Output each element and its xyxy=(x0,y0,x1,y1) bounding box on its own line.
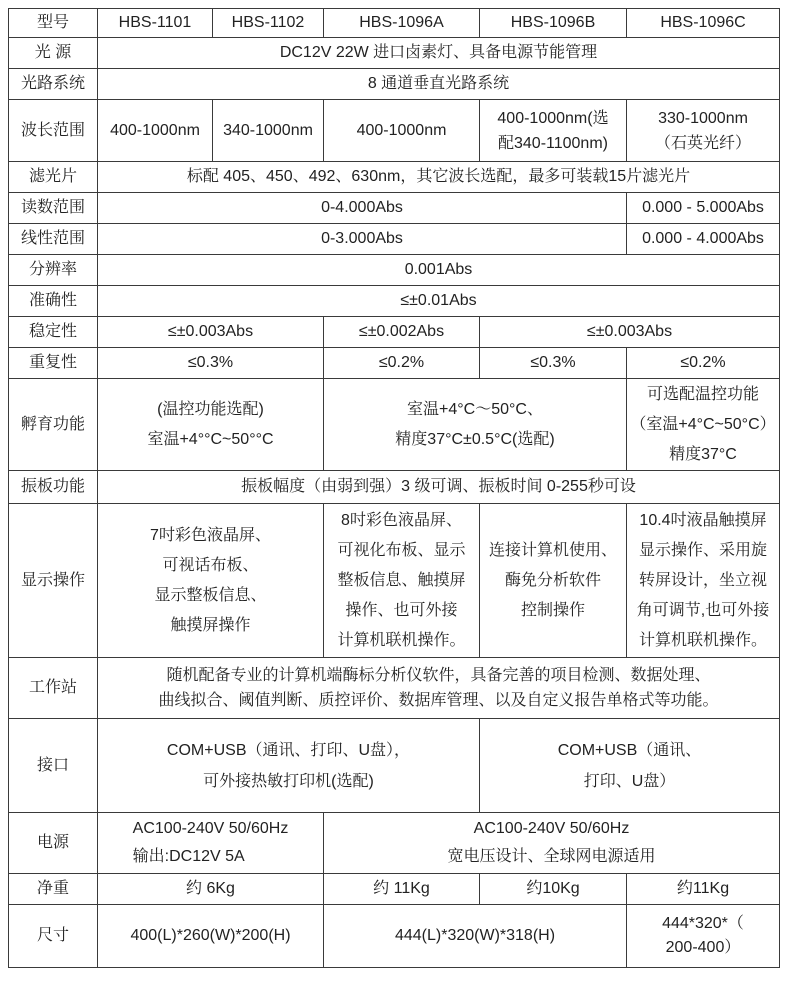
row-workstation xyxy=(9,658,780,719)
cell-dimensions-hbs-1096a-1096b: 444(L)*320(W)*318(H) xyxy=(324,905,627,968)
cell-wavelength-hbs-1096a: 400-1000nm xyxy=(324,100,480,162)
cell-net-weight-hbs-1096a: 约 11Kg xyxy=(324,874,480,905)
cell-wavelength-hbs-1102: 340-1000nm xyxy=(213,100,324,162)
row-label-accuracy: 准确性 xyxy=(9,286,98,317)
row-repeatability xyxy=(9,348,780,379)
cell-filters-all-models: 标配 405、450、492、630nm，其它波长选配，最多可装载15片滤光片 xyxy=(98,162,780,193)
cell-power-hbs-1096a-to-1096c: AC100-240V 50/60Hz 宽电压设计、全球网电源适用 xyxy=(324,813,780,874)
cell-net-weight-hbs-1101-1102: 约 6Kg xyxy=(98,874,324,905)
header-model-hbs-1096a: HBS-1096A xyxy=(324,9,480,38)
row-stability xyxy=(9,317,780,348)
row-incubation xyxy=(9,379,780,471)
row-optical-path xyxy=(9,69,780,100)
cell-incubation-hbs-1101-1102: (温控功能选配) 室温+4°°C~50°°C xyxy=(98,379,324,471)
cell-repeatability-hbs-1096b: ≤0.3% xyxy=(480,348,627,379)
header-model-hbs-1101: HBS-1101 xyxy=(98,9,213,38)
header-model-label: 型号 xyxy=(9,9,98,38)
row-label-net-weight: 净重 xyxy=(9,874,98,905)
row-resolution xyxy=(9,255,780,286)
cell-incubation-hbs-1096c: 可选配温控功能 （室温+4°C~50°C） 精度37°C xyxy=(627,379,780,471)
header-model-hbs-1096c: HBS-1096C xyxy=(627,9,780,38)
cell-display-hbs-1096a: 8吋彩色液晶屏、 可视化布板、显示 整板信息、触摸屏 操作、也可外接 计算机联机操作。 xyxy=(324,504,480,658)
row-reading-range xyxy=(9,193,780,224)
row-label-workstation: 工作站 xyxy=(9,658,98,719)
row-label-stability: 稳定性 xyxy=(9,317,98,348)
row-label-reading-range: 读数范围 xyxy=(9,193,98,224)
power-spec-text-hbs-1101-1102: AC100-240V 50/60Hz 输出:DC12V 5A xyxy=(132,820,289,865)
row-label-shaking: 振板功能 xyxy=(9,471,98,504)
cell-wavelength-hbs-1096b: 400-1000nm(选 配340-1100nm) xyxy=(480,100,627,162)
cell-power-hbs-1101-1102 xyxy=(98,813,324,874)
cell-interface-hbs-1096b-1096c: COM+USB（通讯、 打印、U盘） xyxy=(480,719,780,813)
row-power xyxy=(9,813,780,874)
spec-comparison-table xyxy=(8,8,780,968)
row-label-filters: 滤光片 xyxy=(9,162,98,193)
row-light-source xyxy=(9,38,780,69)
row-label-linear-range: 线性范围 xyxy=(9,224,98,255)
cell-optical-path-all-models: 8 通道垂直光路系统 xyxy=(98,69,780,100)
cell-wavelength-hbs-1096c: 330-1000nm （石英光纤） xyxy=(627,100,780,162)
cell-stability-hbs-1101-1102: ≤±0.003Abs xyxy=(98,317,324,348)
header-model-hbs-1096b: HBS-1096B xyxy=(480,9,627,38)
cell-net-weight-hbs-1096c: 约11Kg xyxy=(627,874,780,905)
row-label-light-source: 光 源 xyxy=(9,38,98,69)
cell-display-hbs-1101-1102: 7吋彩色液晶屏、 可视话布板、 显示整板信息、 触摸屏操作 xyxy=(98,504,324,658)
cell-repeatability-hbs-1096c: ≤0.2% xyxy=(627,348,780,379)
cell-display-hbs-1096b: 连接计算机使用、 酶免分析软件 控制操作 xyxy=(480,504,627,658)
row-label-incubation: 孵育功能 xyxy=(9,379,98,471)
cell-workstation-all-models: 随机配备专业的计算机端酶标分析仪软件，具备完善的项目检测、数据处理、 曲线拟合、阈值判断、质控评价、数据库管理、以及自定义报告单格式等功能。 xyxy=(98,658,780,719)
cell-resolution-all-models: 0.001Abs xyxy=(98,255,780,286)
row-linear-range xyxy=(9,224,780,255)
row-label-interface: 接口 xyxy=(9,719,98,813)
cell-repeatability-hbs-1101-1102: ≤0.3% xyxy=(98,348,324,379)
row-interface xyxy=(9,719,780,813)
cell-repeatability-hbs-1096a: ≤0.2% xyxy=(324,348,480,379)
row-filters xyxy=(9,162,780,193)
cell-stability-hbs-1096b-1096c: ≤±0.003Abs xyxy=(480,317,780,348)
row-display xyxy=(9,504,780,658)
row-net-weight xyxy=(9,874,780,905)
row-header xyxy=(9,9,780,38)
cell-linear-range-hbs-1101-to-1096b: 0-3.000Abs xyxy=(98,224,627,255)
cell-linear-range-hbs-1096c: 0.000 - 4.000Abs xyxy=(627,224,780,255)
cell-interface-hbs-1101-to-1096a: COM+USB（通讯、打印、U盘）， 可外接热敏打印机(选配) xyxy=(98,719,480,813)
cell-shaking-all-models: 振板幅度（由弱到强）3 级可调、振板时间 0-255秒可设 xyxy=(98,471,780,504)
cell-reading-range-hbs-1096c: 0.000 - 5.000Abs xyxy=(627,193,780,224)
cell-wavelength-hbs-1101: 400-1000nm xyxy=(98,100,213,162)
cell-light-source-all-models: DC12V 22W 进口卤素灯、具备电源节能管理 xyxy=(98,38,780,69)
cell-display-hbs-1096c: 10.4吋液晶触摸屏 显示操作、采用旋 转屏设计，坐立视 角可调节,也可外接 计算机联机操作。 xyxy=(627,504,780,658)
row-shaking xyxy=(9,471,780,504)
row-wavelength xyxy=(9,100,780,162)
cell-accuracy-all-models: ≤±0.01Abs xyxy=(98,286,780,317)
row-label-wavelength: 波长范围 xyxy=(9,100,98,162)
cell-net-weight-hbs-1096b: 约10Kg xyxy=(480,874,627,905)
header-model-hbs-1102: HBS-1102 xyxy=(213,9,324,38)
row-label-repeatability: 重复性 xyxy=(9,348,98,379)
row-label-resolution: 分辨率 xyxy=(9,255,98,286)
row-label-optical-path: 光路系统 xyxy=(9,69,98,100)
row-accuracy xyxy=(9,286,780,317)
cell-incubation-hbs-1096a-1096b: 室温+4°C～50°C、 精度37°C±0.5°C(选配) xyxy=(324,379,627,471)
cell-reading-range-hbs-1101-to-1096b: 0-4.000Abs xyxy=(98,193,627,224)
cell-dimensions-hbs-1101-1102: 400(L)*260(W)*200(H) xyxy=(98,905,324,968)
cell-dimensions-hbs-1096c: 444*320*（ 200-400） xyxy=(627,905,780,968)
row-dimensions xyxy=(9,905,780,968)
row-label-display: 显示操作 xyxy=(9,504,98,658)
row-label-dimensions: 尺寸 xyxy=(9,905,98,968)
row-label-power: 电源 xyxy=(9,813,98,874)
cell-stability-hbs-1096a: ≤±0.002Abs xyxy=(324,317,480,348)
